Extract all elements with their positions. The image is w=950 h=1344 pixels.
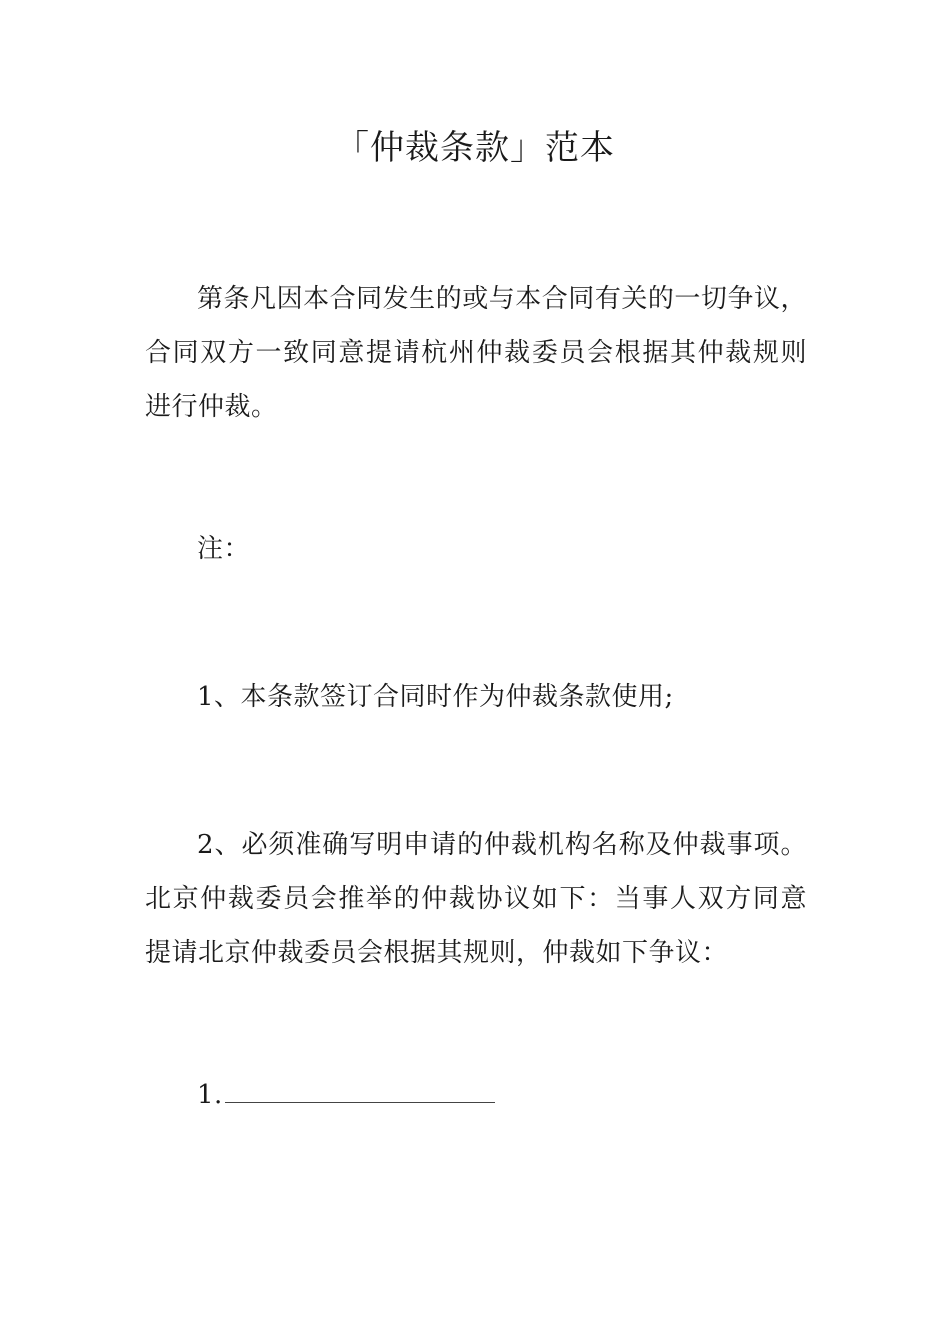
fill-in-blank-line <box>225 1072 495 1103</box>
clause-paragraph: 第条凡因本合同发生的或与本合同有关的一切争议，合同双方一致同意提请杭州仲裁委员会根据其仲裁规则进行仲裁。 <box>145 284 807 422</box>
note-label: 注： <box>197 534 251 564</box>
document-title: 「仲裁条款」范本 <box>335 128 615 168</box>
dispute-item-1-label: 1. <box>197 1080 223 1110</box>
dispute-item-1 <box>145 1068 807 1122</box>
note-item-2: 2、必须准确写明申请的仲裁机构名称及仲裁事项。北京仲裁委员会推举的仲裁协议如下：当事人双方同意提请北京仲裁委员会根据其规则，仲裁如下争议： <box>145 830 807 968</box>
note-item-1: 1、本条款签订合同时作为仲裁条款使用; <box>197 682 674 712</box>
